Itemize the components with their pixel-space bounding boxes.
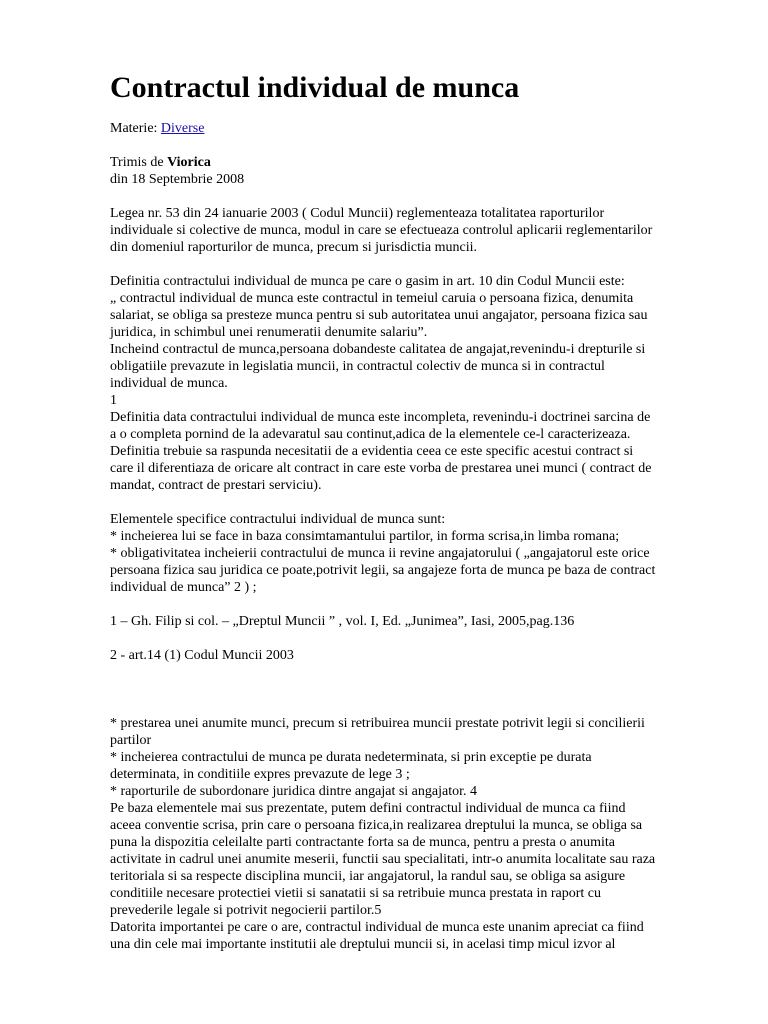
text-line: care il diferentiaza de oricare alt contract in care este vorba de prestarea unei munci ( contract de (110, 461, 652, 476)
footnote-1: 1 – Gh. Filip si col. – „Dreptul Muncii ” , vol. I, Ed. „Junimea”, Iasi, 2005,pag.136 (110, 614, 575, 629)
list-item: * prestarea unei anumite munci, precum si retribuirea muncii prestate potrivit legii si concilierii (110, 716, 645, 731)
text-line: „ contractul individual de munca este contractul in temeiul caruia o persoana fizica, denumita (110, 291, 634, 306)
subject-label: Materie: (110, 121, 158, 136)
text-line: Pe baza elementele mai sus prezentate, putem defini contractul individual de munca ca fiind (110, 801, 626, 816)
text-line: puna la dispozitia celeilalte parti contractante forta sa de munca, pentru a presta o anumita (110, 835, 615, 850)
text-line: salariat, se obliga sa presteze munca pentru si sub autoritatea unui angajator, persoana fizica sau (110, 308, 648, 323)
subject-link[interactable]: Diverse (160, 121, 205, 136)
list-item: * raporturile de subordonare juridica dintre angajat si angajator. 4 (110, 784, 477, 799)
text-line: individual de munca” 2 ) ; (110, 580, 257, 595)
text-line: conditiile necesare protectiei vietii si sanatatii si sa retribuie munca prestata in raport cu (110, 886, 601, 901)
text-line: persoana fizica sau juridica ce poate,potrivit legii, sa angajeze forta de munca pe baza de contract (110, 563, 656, 578)
text-line: determinata, in conditiile expres prevazute de lege 3 ; (110, 767, 410, 782)
text-line: aceea conventie scrisa, prin care o persoana fizica,in realizarea dreptului la munca, se obliga sa (110, 818, 643, 833)
text-line: Definitia data contractului individual de munca este incompleta, revenindu-i doctrinei sarcina de (110, 410, 651, 425)
document-body (110, 120, 720, 953)
text-line: Elementele specifice contractului individual de munca sunt: (110, 512, 446, 527)
text-line: Incheind contractul de munca,persoana dobandeste calitatea de angajat,revenindu-i drepturile si (110, 342, 646, 357)
text-line: partilor (110, 733, 152, 748)
page-title: Contractul individual de munca (110, 71, 520, 104)
text-line: juridica, in schimbul unei renumeratii denumite salariu”. (110, 325, 428, 340)
list-item: * incheierea lui se face in baza consimtamantului partilor, in forma scrisa,in limba romana; (110, 529, 620, 544)
sent-by-label: Trimis de (110, 155, 164, 170)
text-line: individual de munca. (110, 376, 228, 391)
text-line: Definitia trebuie sa raspunda necesitatii de a evidentia ceea ce este specific acestui contract si (110, 444, 634, 459)
text-line: Legea nr. 53 din 24 ianuarie 2003 ( Codul Muncii) reglementeaza totalitatea raporturilor (110, 206, 605, 221)
text-line: din domeniul raporturilor de munca, precum si jurisdictia muncii. (110, 240, 478, 255)
text-line: Definitia contractului individual de munca pe care o gasim in art. 10 din Codul Muncii este: (110, 274, 625, 289)
list-item: * incheierea contractului de munca pe durata nedeterminata, si prin exceptie pe durata (110, 750, 592, 765)
text-line: prevederile legale si potrivit negocierii partilor.5 (110, 903, 382, 918)
text-line: Datorita importantei pe care o are, contractul individual de munca este unanim apreciat ca fiind (110, 920, 644, 935)
subject-line (110, 120, 720, 137)
text-line: mandat, contract de prestari serviciu). (110, 478, 322, 493)
footnote-2: 2 - art.14 (1) Codul Muncii 2003 (110, 648, 294, 663)
footnote-marker: 1 (110, 393, 117, 408)
text-line: activitate in cadrul unei anumite meserii, functii sau specialitati, intr-o anumita localitate sau raza (110, 852, 656, 867)
list-item: * obligativitatea incheierii contractului de munca ii revine angajatorului ( „angajatorul este orice (110, 546, 650, 561)
author-name: Viorica (167, 155, 211, 170)
text-line: individuale si colective de munca, modul in care se efectueaza controlul aplicarii reglementarilor (110, 223, 653, 238)
text-line: teritoriala si sa respecte disciplina muncii, iar angajatorul, la randul sau, se obliga sa asigure (110, 869, 626, 884)
text-line: una din cele mai importante institutii ale dreptului muncii si, in acelasi timp micul izvor al (110, 937, 616, 952)
text-line: obligatiile prevazute in legislatia muncii, in contractul colectiv de munca si in contractul (110, 359, 605, 374)
text-line: a o completa pornind de la adevaratul sau continut,adica de la elementele ce-l caracterizeaza. (110, 427, 631, 442)
date-line: din 18 Septembrie 2008 (110, 172, 245, 187)
sent-by-line (110, 154, 720, 171)
